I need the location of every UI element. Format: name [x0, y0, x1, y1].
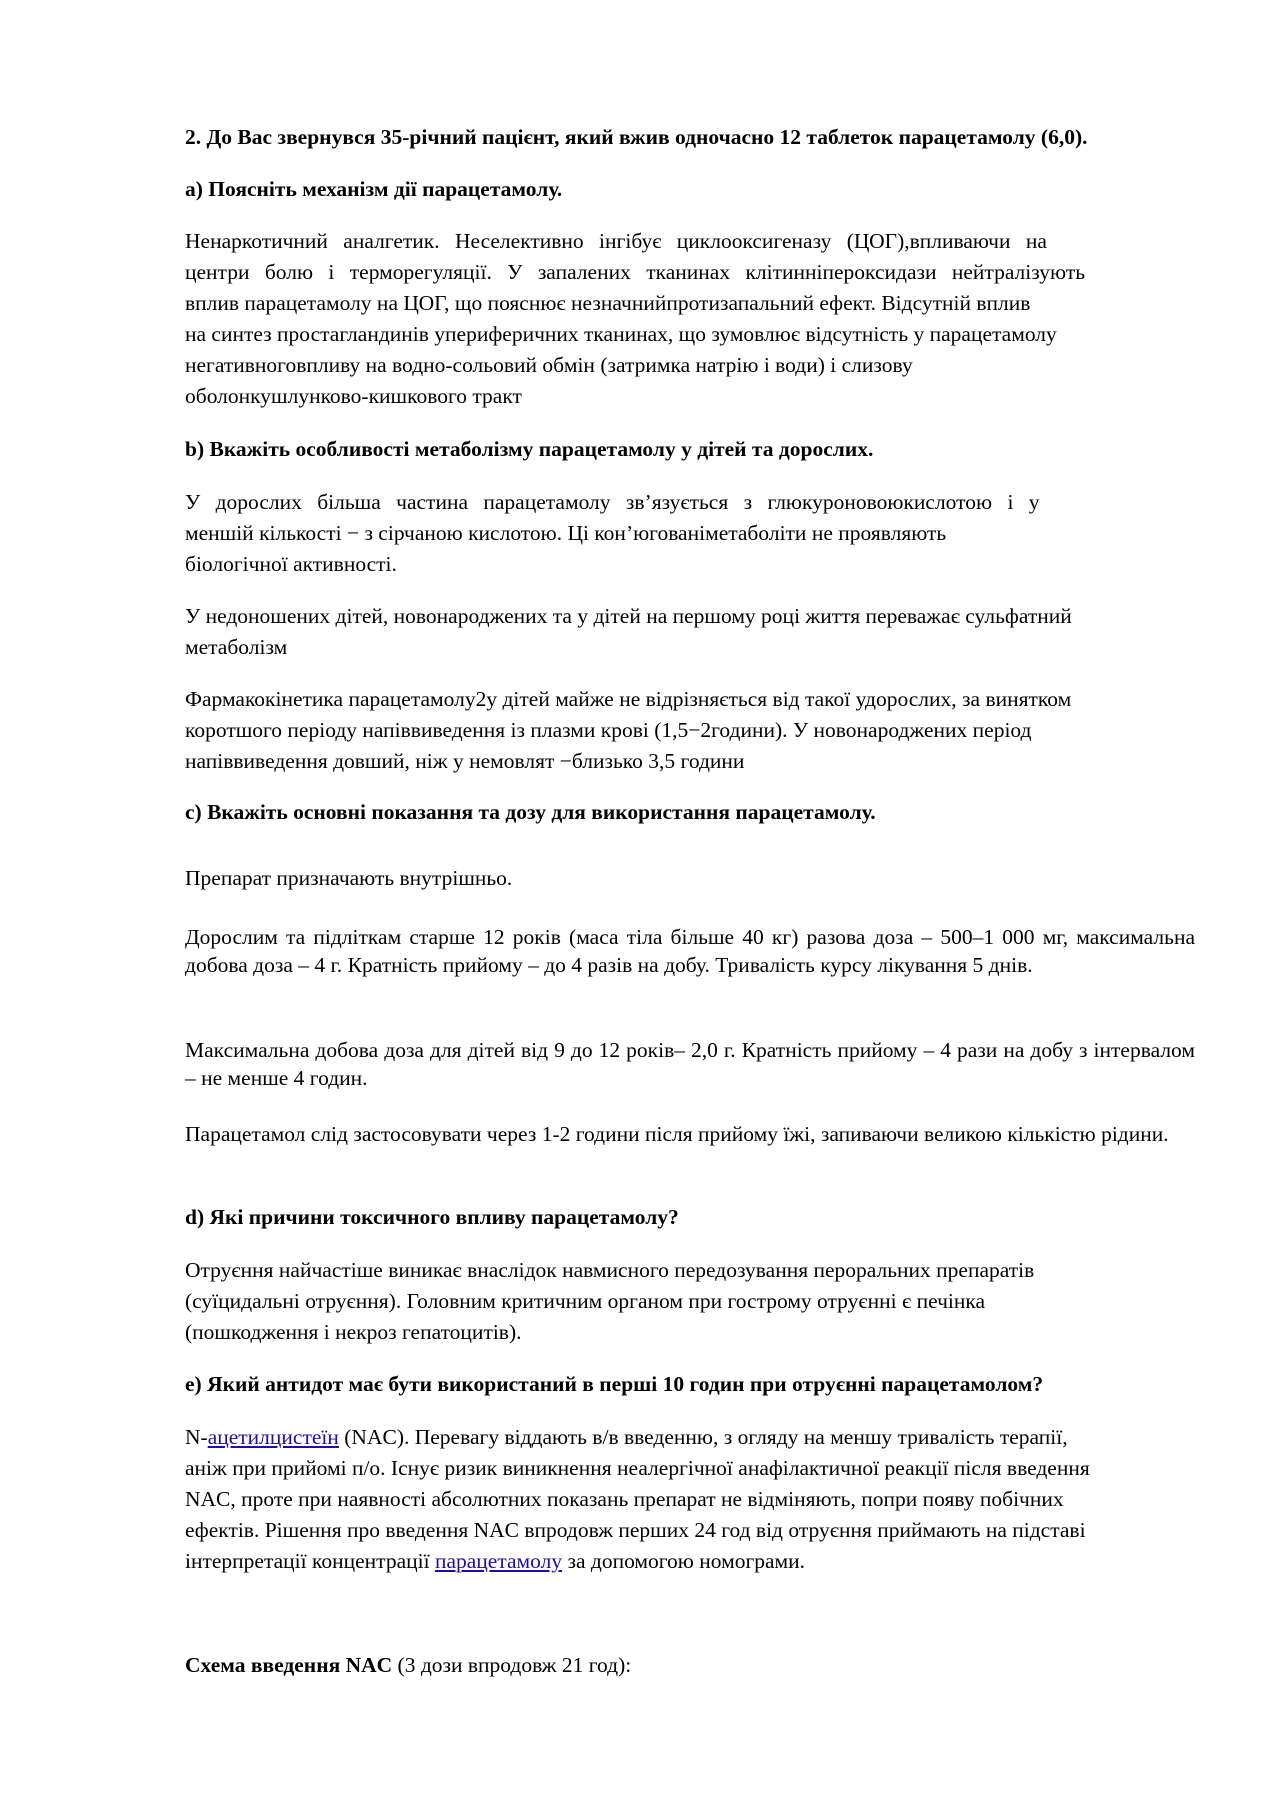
text-line — [185, 1546, 1195, 1577]
text-line: оболонкушлунково-кишкового тракт — [185, 384, 522, 408]
text-line: на синтез простагландинів упериферичних тканинах, що зумовлює відсутність у парацетамолу — [185, 322, 1057, 346]
section-c-paragraph-2: Дорослим та підліткам старше 12 років (маса тіла більше 40 кг) разова доза – 500–1 000 мг, максимальна добова доза – 4 г. Кратність прийому – до 4 разів на добу. Тривалість курсу лікування 5 днів. — [185, 925, 1195, 977]
text-line: вплив парацетамолу на ЦОГ, що пояснює незначнийпротизапальний ефект. Відсутній вплив — [185, 291, 1031, 315]
text-line: негативноговпливу на водно-сольовий обмін (затримка натрію і води) і слизову — [185, 353, 913, 377]
section-b-heading: b) Вкажіть особливості метаболізму парацетамолу у дітей та дорослих. — [185, 437, 874, 461]
section-c-paragraph-4: Парацетамол слід застосовувати через 1-2 години після прийому їжі, запиваючи великою кількістю рідини. — [185, 1122, 1169, 1146]
text-line: Ненаркотичний аналгетик. Неселективно інгібує циклооксигеназу (ЦОГ),впливаючи на — [185, 229, 1047, 253]
text-line: Фармакокінетика парацетамолу2у дітей майже не відрізняється від такої удорослих, за винятком — [185, 687, 1072, 711]
section-c-paragraph-3: Максимальна добова доза для дітей від 9 до 12 років– 2,0 г. Кратність прийому – 4 рази на добу з інтервалом – не менше 4 годин. — [185, 1038, 1195, 1090]
section-a-paragraph — [185, 226, 1195, 412]
section-d-heading: d) Які причини токсичного впливу парацетамолу? — [185, 1205, 679, 1229]
text-line — [185, 1422, 1195, 1453]
text-run: інтерпретації концентрації — [185, 1549, 435, 1573]
text-line: У недоношених дітей, новонароджених та у дітей на першому році життя переважає сульфатний — [185, 604, 1072, 628]
nac-scheme-title: Схема введення NAC — [185, 1653, 393, 1677]
section-b-paragraph-2 — [185, 601, 1195, 663]
text-line: (пошкодження і некроз гепатоцитів). — [185, 1320, 522, 1344]
text-line: меншій кількості − з сірчаною кислотою. Ці кон’югованіметаболіти не проявляють — [185, 521, 947, 545]
nac-scheme-note: (3 дози впродовж 21 год): — [392, 1653, 632, 1677]
section-c-paragraph-1: Препарат призначають внутрішньо. — [185, 866, 513, 890]
section-e-heading: e) Який антидот має бути використаний в перші 10 годин при отруєнні парацетамолом? — [185, 1372, 1044, 1396]
section-b-paragraph-1 — [185, 487, 1195, 580]
text-line: метаболізм — [185, 635, 288, 659]
text-line: біологічної активності. — [185, 552, 397, 576]
nac-prefix: N- — [185, 1425, 208, 1449]
text-line: центри болю і терморегуляції. У запалених тканинах клітинніпероксидази нейтралізують — [185, 260, 1086, 284]
text-line: коротшого періоду напіввиведення із плазми крові (1,5−2години). У новонароджених період — [185, 718, 1032, 742]
nac-scheme-line — [185, 1650, 1195, 1681]
text-line: напіввиведення довший, ніж у немовлят −близько 3,5 години — [185, 749, 745, 773]
section-d-paragraph — [185, 1255, 1195, 1348]
acetylcysteine-link[interactable]: ацетилцистеїн — [207, 1425, 339, 1449]
paracetamol-link[interactable]: парацетамолу — [434, 1549, 563, 1573]
section-e-paragraph — [185, 1422, 1195, 1577]
text-line: NAC, проте при наявності абсолютних показань препарат не відміняють, попри появу побічних — [185, 1487, 1064, 1511]
text-line: ефектів. Рішення про введення NAC впродовж перших 24 год від отруєння приймають на підставі — [185, 1518, 1086, 1542]
text-line: аніж при прийомі п/о. Існує ризик виникнення неалергічної анафілактичної реакції після введення — [185, 1456, 1090, 1480]
text-run: (NAC). Перевагу віддають в/в введенню, з огляду на меншу тривалість терапії, — [338, 1425, 1068, 1449]
text-line: У дорослих більша частина парацетамолу зв’язується з глюкуроновоюкислотою і у — [185, 490, 1040, 514]
text-run: за допомогою номограми. — [562, 1549, 806, 1573]
section-c-heading: c) Вкажіть основні показання та дозу для використання парацетамолу. — [185, 800, 876, 824]
section-a-heading: а) Поясніть механізм дії парацетамолу. — [185, 177, 563, 201]
text-line: (суїцидальні отруєння). Головним критичним органом при гострому отруєнні є печінка — [185, 1289, 986, 1313]
section-b-paragraph-3 — [185, 684, 1195, 777]
text-line: Отруєння найчастіше виникає внаслідок навмисного передозування пероральних препаратів — [185, 1258, 1035, 1282]
question-2-title: 2. До Вас звернувся 35-річний пацієнт, який вжив одночасно 12 таблеток парацетамолу (6,0). — [185, 125, 1088, 149]
